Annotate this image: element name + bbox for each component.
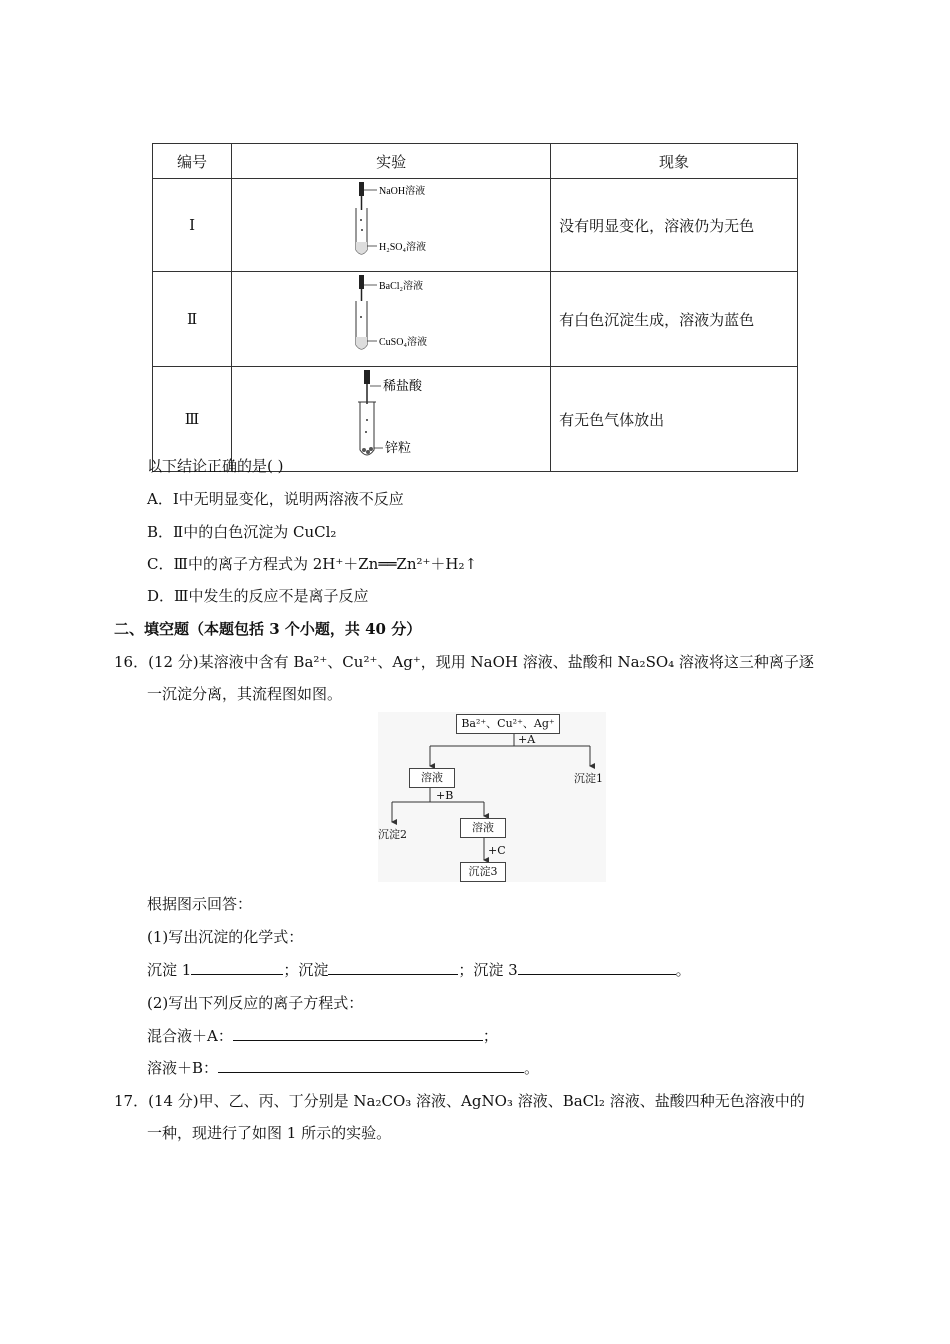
table-header-row [153, 144, 798, 179]
tube-top-label: 稀盐酸 [383, 379, 423, 394]
equation-label-1: 混合液＋A： [147, 1027, 233, 1045]
blank-equation-2[interactable] [218, 1058, 524, 1073]
flow-plus-c: +C [488, 844, 506, 857]
flow-plus-b: +B [436, 789, 454, 802]
blank-precipitate-3[interactable] [518, 960, 676, 975]
fill-line-precipitates [147, 959, 691, 980]
q17-line1: 17．(14 分)甲、乙、丙、丁分别是 Na₂CO₃ 溶液、AgNO₃ 溶液、BaCl₂ 溶液、盐酸四种无色溶液中的 [114, 1092, 805, 1110]
sub-question-2: (2)写出下列反应的离子方程式： [147, 994, 364, 1012]
sub-question-1: (1)写出沉淀的化学式： [147, 928, 304, 946]
fill-label-2: ；沉淀 [283, 961, 329, 979]
q16-line2: 一沉淀分离，其流程图如图。 [147, 685, 343, 703]
flow-precipitate-3: 沉淀3 [460, 862, 506, 882]
flowchart [378, 712, 606, 882]
equation-end-2: 。 [524, 1059, 540, 1077]
test-tube-figure [233, 273, 549, 361]
equation-label-2: 溶液＋B： [147, 1059, 219, 1077]
equation-end-1: ； [482, 1027, 498, 1045]
fill-end: 。 [675, 961, 691, 979]
option-b: B．Ⅱ中的白色沉淀为 CuCl₂ [147, 523, 337, 541]
fill-label-1: 沉淀 1 [147, 961, 192, 979]
option-d: D．Ⅲ中发生的反应不是离子反应 [147, 587, 369, 605]
tube-top-label: BaCl₂溶液 [379, 281, 424, 292]
header-experiment: 实验 [232, 144, 551, 179]
flow-precipitate-1: 沉淀1 [574, 772, 603, 785]
equation-line-1 [147, 1025, 498, 1046]
tube-bottom-label: H₂SO₄溶液 [379, 242, 427, 253]
tube-bottom-label: 锌粒 [385, 441, 412, 456]
phenomenon-cell: 有白色沉淀生成，溶液为蓝色 [551, 272, 798, 367]
section-title: 二、填空题（本题包括 3 个小题，共 40 分） [114, 620, 422, 638]
q16-line1: 16．(12 分)某溶液中含有 Ba²⁺、Cu²⁺、Ag⁺，现用 NaOH 溶液、盐酸和 Na₂SO₄ 溶液将这三种离子逐 [114, 653, 814, 671]
option-c: C．Ⅲ中的离子方程式为 2H⁺＋Zn══Zn²⁺＋H₂↑ [147, 555, 478, 573]
flow-plus-a: +A [518, 733, 536, 746]
tube-bottom-label: CuSO₄溶液 [379, 337, 428, 348]
equation-line-2 [147, 1057, 539, 1078]
blank-precipitate-1[interactable] [191, 960, 283, 975]
blank-precipitate-2[interactable] [328, 960, 458, 975]
row-number: Ⅲ [153, 367, 232, 472]
blank-equation-1[interactable] [233, 1026, 483, 1041]
experiment-table [152, 143, 798, 472]
row-number: Ⅰ [153, 179, 232, 272]
flow-top-box: Ba²⁺、Cu²⁺、Ag⁺ [456, 714, 560, 734]
flow-solution-2: 溶液 [460, 818, 506, 838]
table-row [153, 179, 798, 272]
header-number: 编号 [153, 144, 232, 179]
fill-label-3: ；沉淀 3 [458, 961, 518, 979]
table-row [153, 272, 798, 367]
question-stem: 以下结论正确的是( ) [147, 457, 284, 475]
flow-solution-1: 溶液 [409, 768, 455, 788]
tube-top-label: NaOH溶液 [379, 186, 426, 197]
experiment-figure [232, 179, 551, 272]
test-tube-figure [233, 368, 549, 466]
option-a: A．Ⅰ中无明显变化，说明两溶液不反应 [147, 490, 404, 508]
q17-line2: 一种，现进行了如图 1 所示的实验。 [147, 1124, 392, 1142]
phenomenon-cell: 有无色气体放出 [551, 367, 798, 472]
flow-precipitate-2: 沉淀2 [378, 828, 407, 841]
test-tube-figure [233, 180, 549, 266]
header-phenomenon: 现象 [551, 144, 798, 179]
phenomenon-cell: 没有明显变化，溶液仍为无色 [551, 179, 798, 272]
experiment-figure [232, 272, 551, 367]
answer-prompt: 根据图示回答： [147, 895, 253, 913]
row-number: Ⅱ [153, 272, 232, 367]
